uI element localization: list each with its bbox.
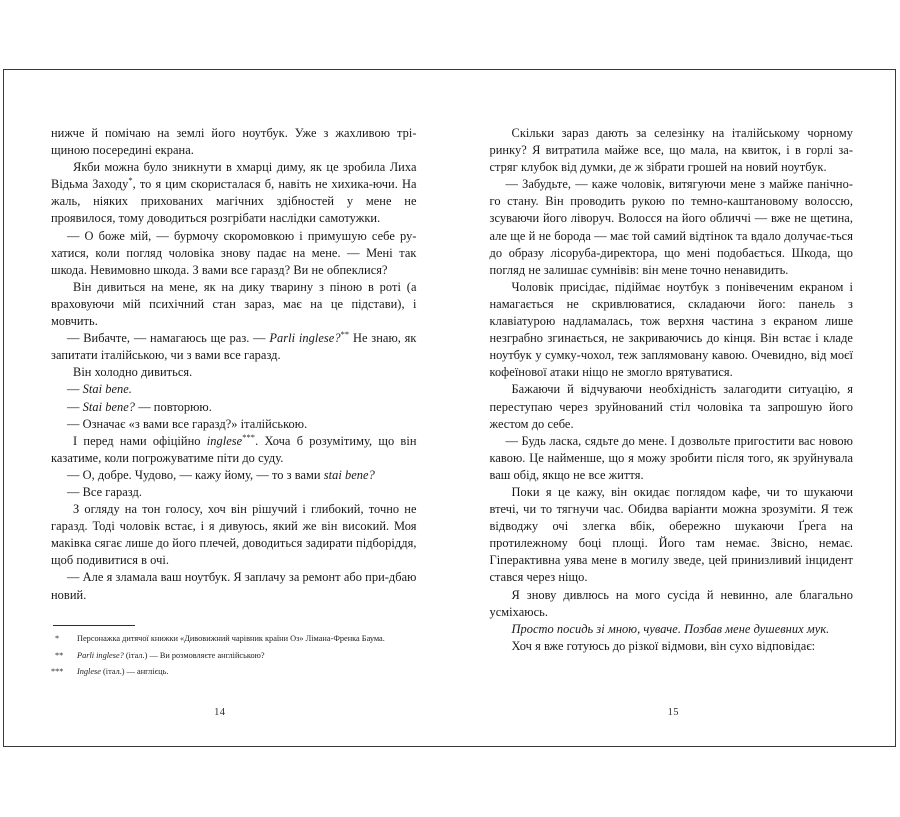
footnote-list bbox=[51, 633, 417, 677]
paragraph bbox=[51, 399, 417, 416]
text-run: — Будь ласка, сядьте до мене. І дозвольте пригостити вас новою кавою. Це найменше, що я можу зробити після того, як зруйнувала ваш обід, якщо не все життя. bbox=[489, 433, 853, 482]
paragraph bbox=[51, 381, 417, 398]
paragraph bbox=[490, 638, 854, 655]
left-page bbox=[4, 70, 450, 746]
paragraph bbox=[51, 279, 417, 330]
italic-run: Parli inglese? bbox=[269, 331, 341, 346]
footnote-text bbox=[77, 633, 417, 644]
footnote-marker: ** bbox=[55, 650, 64, 660]
footnote-reference-mark: ** bbox=[340, 329, 350, 339]
text-run: З огляду на тон голосу, хоч він рішучий і глибокий, точно не гаразд. Тоді чоловік встає, і я дивуюсь, який же він високий. Моя маківка сягає лише до його плечей, доводиться задирати підборіддя, щоб подивитися в очі. bbox=[51, 502, 417, 568]
text-run: — Вибачте, — намагаюсь ще раз. — bbox=[67, 331, 270, 346]
text-run: — О, добре. Чудово, — кажу йому, — то з вами bbox=[67, 467, 324, 482]
italic-run: stai bene? bbox=[323, 467, 375, 482]
text-run: — bbox=[67, 399, 83, 414]
footnote-reference-mark: * bbox=[128, 175, 133, 186]
paragraph bbox=[490, 125, 854, 176]
footnote-item bbox=[51, 666, 417, 677]
paragraph bbox=[51, 330, 417, 364]
text-run: (італ.) — англієць. bbox=[100, 666, 169, 676]
left-page-footnotes bbox=[51, 625, 417, 682]
paragraph bbox=[51, 569, 417, 603]
text-run: нижче й помічаю на землі його ноутбук. Уже з жахливою трі-щиною посередині екрана. bbox=[51, 126, 417, 158]
text-run: — Забудьте, — каже чоловік, витягуючи мене з майже панічно-го стану. Він проводить рукою по темно-каштановому волоссю, зсуваючи його ліворуч. Волосся на його обличчі — вже не щетина, але ще й не борода — має той самий відтінок та вдало долучає-ться до образу лісоруба-директора, що мені подобається. Шкода, що погляд не залишає сумнівів: він мене точно ненавидить. bbox=[489, 177, 853, 277]
text-run: — bbox=[67, 382, 83, 397]
text-run: — О боже мій, — бурмочу скоромовкою і примушую себе ру-хатися, коли погляд чоловіка знову падає на мене. — Мені так шкода. Невимовно шкода. З вами все гаразд? Ви не обпеклися? bbox=[51, 228, 417, 277]
text-run: , то я цим скористалася б, навіть не хихика-ючи. На жаль, ніяких прихованих магічних здібностей у мене не проявилося, тому доводиться розгрібати наслідки самотужки. bbox=[51, 177, 417, 226]
paragraph bbox=[51, 484, 417, 501]
left-page-body bbox=[51, 125, 417, 604]
text-run: Персонажка дитячої книжки «Дивовижний чарівник країни Оз» Лімана-Френка Баума. bbox=[77, 634, 385, 644]
text-run: Хоч я вже готуюсь до різкої відмови, він сухо відповідає: bbox=[511, 638, 816, 653]
footnote-item bbox=[51, 650, 417, 661]
text-run: (італ.) — Ви розмовляєте англійською? bbox=[123, 650, 265, 660]
paragraph bbox=[51, 433, 417, 467]
text-run: — Означає «з вами все гаразд?» італійською. bbox=[67, 416, 308, 431]
paragraph bbox=[51, 467, 417, 484]
text-run: Чоловік присідає, підіймає ноутбук з понівеченим екраном і намагається не скривлюватися, складаючи його: панель з клавіатурою надламалась, тож верхня частина з екраном лише незграбно згинається, не закриваючись до кінця. Він встає і кладе ноутбук у сумку-чохол, теж заплямовану кавою. Очевидно, від моєї кофеїнової атаки ніщо не змогло врятуватися. bbox=[489, 279, 853, 380]
text-run: — Все гаразд. bbox=[67, 484, 142, 499]
text-run: Якби можна було зникнути в хмарці диму, як це зробила Лиха Відьма Заходу bbox=[51, 160, 417, 192]
footnote-marker: * bbox=[55, 634, 60, 644]
text-run: Не знаю, як запитати італійською, чи з вами все гаразд. bbox=[51, 331, 417, 363]
text-run: Я знову дивлюсь на мого сусіда й невинно, але благально усміхаюсь. bbox=[489, 587, 853, 619]
italic-run: Inglese bbox=[77, 666, 101, 676]
footnote-marker: *** bbox=[51, 666, 64, 676]
text-run: І перед нами офіційно bbox=[73, 433, 207, 448]
text-run: Він холодно дивиться. bbox=[73, 365, 193, 380]
text-run: Скільки зараз дають за селезінку на італійському чорному ринку? Я витратила майже все, що мала, на квиток, і в горлі за-стряг клубок від думки, де ж зібрати грошей на новий ноутбук. bbox=[489, 126, 853, 175]
text-run: . Хоча б розумітиму, що він казатиме, коли погрожуватиме піти до суду. bbox=[51, 433, 417, 465]
page-number-left: 14 bbox=[214, 707, 226, 718]
text-run: — Але я зламала ваш ноутбук. Я заплачу за ремонт або при-дбаю новий. bbox=[51, 570, 417, 602]
text-run: Поки я це кажу, він окидає поглядом кафе, чи то шукаючи втечі, чи то тягнучи час. Обидва варіанти можна зрозуміти. Я теж відводжу очі злегка вбік, обережно шукаючи Ґрега на протилежному боці площі. Його там немає. Звісно, немає. Гіперактивна уява мене в могилу зведе, цей принизливий інцидент стався через ніщо. bbox=[489, 484, 853, 585]
footnote-item bbox=[51, 633, 417, 644]
book-page-spread bbox=[3, 69, 896, 747]
paragraph bbox=[490, 176, 854, 279]
italic-run: Просто посидь зі мною, чуваче. Позбав мене душевних мук. bbox=[511, 621, 830, 636]
paragraph bbox=[490, 621, 854, 638]
paragraph bbox=[51, 364, 417, 381]
footnote-separator-rule bbox=[53, 625, 135, 626]
right-page bbox=[450, 70, 896, 746]
paragraph bbox=[490, 484, 854, 587]
right-page-body bbox=[490, 125, 854, 655]
text-run: — повторюю. bbox=[135, 399, 212, 414]
footnote-text bbox=[77, 650, 417, 661]
paragraph bbox=[51, 125, 417, 159]
paragraph bbox=[490, 279, 854, 382]
page-number-right: 15 bbox=[667, 707, 679, 718]
paragraph bbox=[51, 228, 417, 279]
paragraph bbox=[51, 416, 417, 433]
footnote-text bbox=[77, 666, 417, 677]
italic-run: Stai bene. bbox=[82, 382, 132, 397]
text-run: Бажаючи й відчуваючи необхідність залагодити ситуацію, я переступаю через зруйнований стіл чоловіка та запрошую його жестом до себе. bbox=[489, 382, 853, 431]
paragraph bbox=[51, 501, 417, 569]
paragraph bbox=[490, 433, 854, 484]
paragraph bbox=[490, 381, 854, 432]
italic-run: inglese bbox=[206, 433, 243, 448]
footnote-reference-mark: *** bbox=[242, 431, 256, 442]
text-run: Він дивиться на мене, як на дику тварину з піною в роті (а враховуючи мій психічний стан зараз, має на це підстави), і мовчить. bbox=[51, 279, 417, 329]
italic-run: Parli inglese? bbox=[77, 650, 124, 660]
paragraph bbox=[51, 159, 417, 227]
paragraph bbox=[490, 587, 854, 621]
italic-run: Stai bene? bbox=[82, 399, 136, 414]
